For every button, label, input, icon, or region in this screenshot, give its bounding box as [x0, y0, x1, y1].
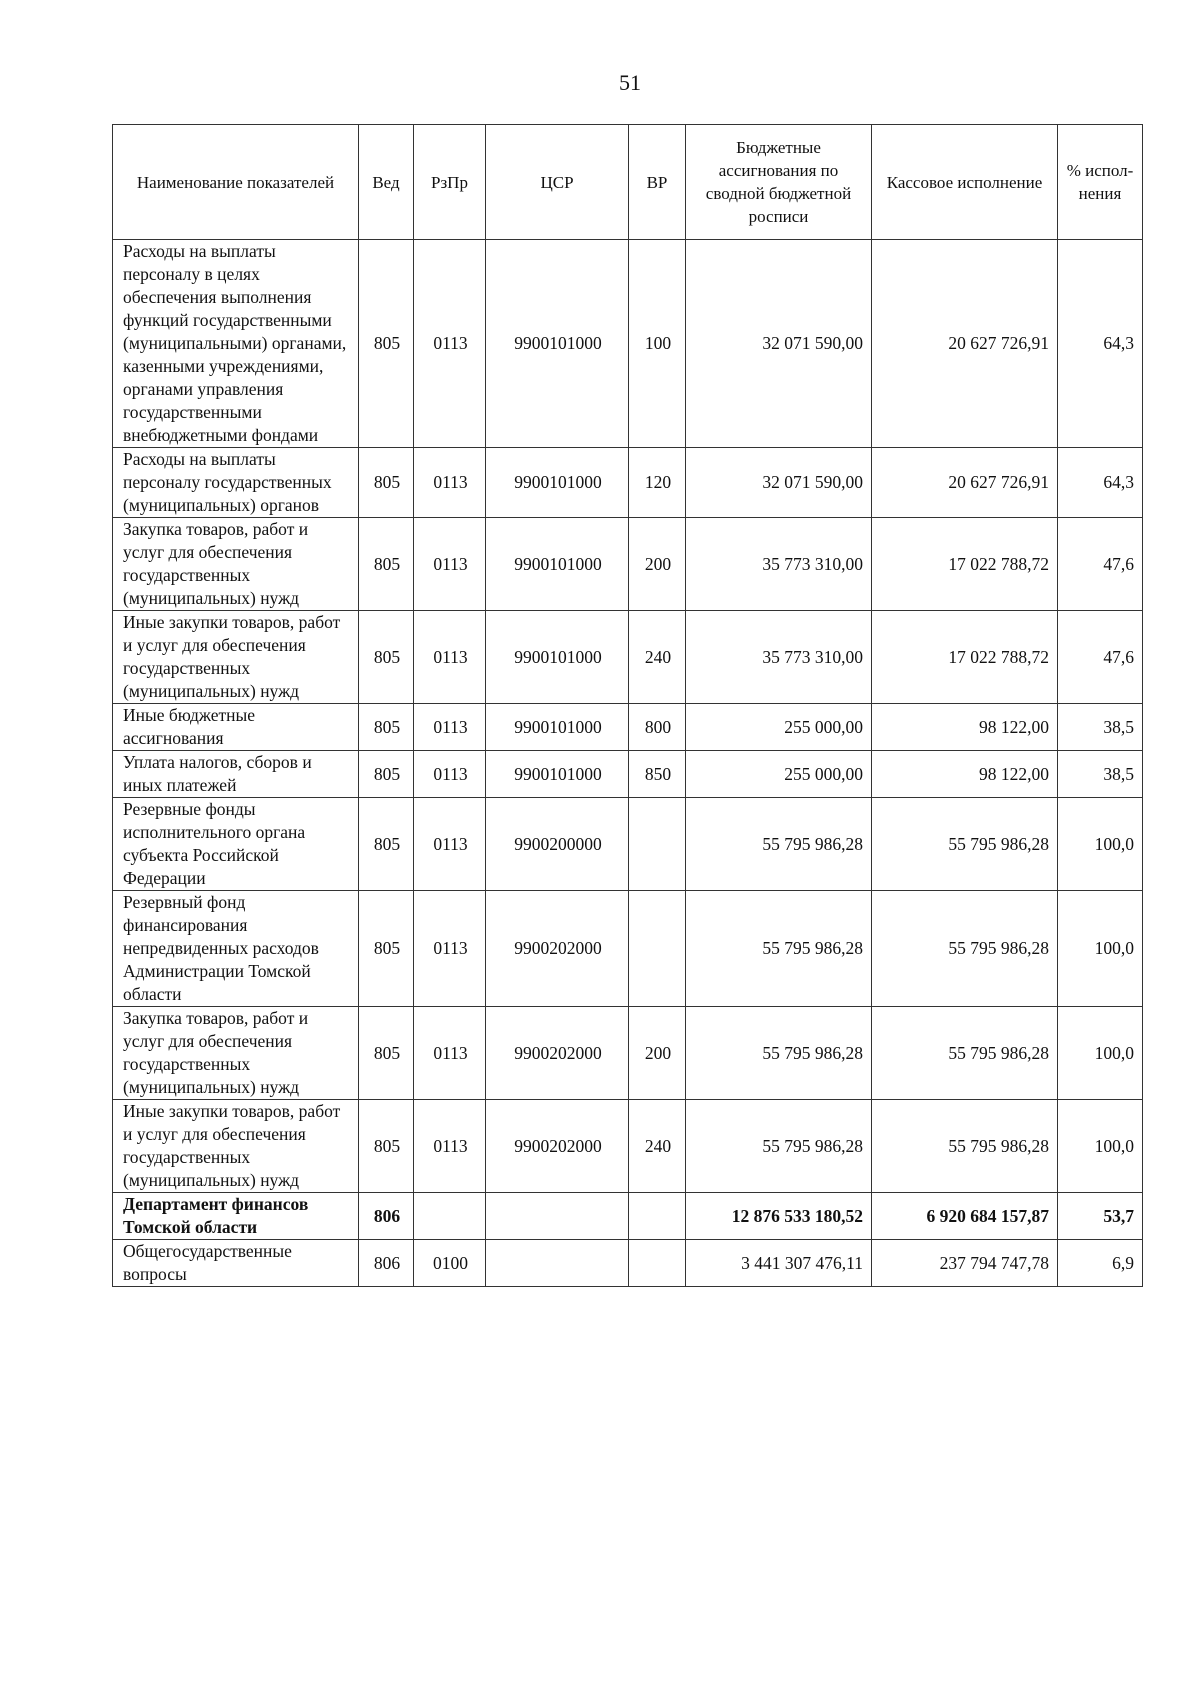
header-csr: ЦСР [486, 125, 629, 240]
row-vr [629, 891, 686, 1007]
header-name: Наименование показателей [113, 125, 359, 240]
row-percent: 64,3 [1058, 448, 1143, 518]
row-ved: 805 [359, 1100, 414, 1193]
row-csr: 9900101000 [486, 448, 629, 518]
row-cash: 55 795 986,28 [872, 1007, 1058, 1100]
row-rzpr: 0113 [414, 1100, 486, 1193]
row-name: Закупка товаров, работ и услуг для обеспечения государственных (муниципальных) нужд [113, 1007, 359, 1100]
table-row [113, 891, 1143, 1007]
row-rzpr: 0113 [414, 751, 486, 798]
row-csr: 9900200000 [486, 798, 629, 891]
row-name: Резервный фонд финансирования непредвиденных расходов Администрации Томской области [113, 891, 359, 1007]
row-rzpr: 0113 [414, 704, 486, 751]
row-vr: 100 [629, 240, 686, 448]
row-cash: 98 122,00 [872, 704, 1058, 751]
table-header-row [113, 125, 1143, 240]
row-cash: 6 920 684 157,87 [872, 1193, 1058, 1240]
row-percent: 38,5 [1058, 751, 1143, 798]
table-row [113, 704, 1143, 751]
row-percent: 100,0 [1058, 1100, 1143, 1193]
row-percent: 53,7 [1058, 1193, 1143, 1240]
table-row [113, 1007, 1143, 1100]
row-name: Департамент финансов Томской области [113, 1193, 359, 1240]
row-ved: 805 [359, 891, 414, 1007]
header-rzpr: РзПр [414, 125, 486, 240]
row-ved: 805 [359, 798, 414, 891]
row-csr: 9900101000 [486, 704, 629, 751]
row-budget: 255 000,00 [686, 704, 872, 751]
row-csr: 9900101000 [486, 518, 629, 611]
row-vr: 240 [629, 611, 686, 704]
row-ved: 806 [359, 1193, 414, 1240]
row-name: Иные закупки товаров, работ и услуг для обеспечения государственных (муниципальных) нужд [113, 611, 359, 704]
row-vr: 200 [629, 1007, 686, 1100]
row-cash: 55 795 986,28 [872, 1100, 1058, 1193]
header-ved: Вед [359, 125, 414, 240]
row-vr [629, 1193, 686, 1240]
budget-execution-table [112, 124, 1143, 1287]
row-csr: 9900101000 [486, 611, 629, 704]
row-rzpr: 0113 [414, 518, 486, 611]
row-name: Общегосударственные вопросы [113, 1240, 359, 1287]
table-row [113, 518, 1143, 611]
row-vr: 200 [629, 518, 686, 611]
row-name: Расходы на выплаты персоналу в целях обеспечения выполнения функций государственными (муниципальными) органами, казенными учреждениями, органами управления государственными внебюджетными фондами [113, 240, 359, 448]
table-row [113, 1100, 1143, 1193]
row-csr [486, 1193, 629, 1240]
row-percent: 64,3 [1058, 240, 1143, 448]
row-vr: 800 [629, 704, 686, 751]
row-budget: 35 773 310,00 [686, 611, 872, 704]
table-row-department-total [113, 1193, 1143, 1240]
table-row [113, 240, 1143, 448]
row-csr: 9900101000 [486, 751, 629, 798]
row-ved: 805 [359, 1007, 414, 1100]
row-rzpr [414, 1193, 486, 1240]
row-rzpr: 0113 [414, 611, 486, 704]
row-budget: 55 795 986,28 [686, 1100, 872, 1193]
row-budget: 255 000,00 [686, 751, 872, 798]
header-percent: % испол-нения [1058, 125, 1143, 240]
row-budget: 55 795 986,28 [686, 798, 872, 891]
row-budget: 12 876 533 180,52 [686, 1193, 872, 1240]
row-percent: 100,0 [1058, 1007, 1143, 1100]
row-cash: 17 022 788,72 [872, 611, 1058, 704]
row-ved: 805 [359, 518, 414, 611]
row-name: Резервные фонды исполнительного органа субъекта Российской Федерации [113, 798, 359, 891]
row-vr [629, 798, 686, 891]
row-percent: 100,0 [1058, 891, 1143, 1007]
row-budget: 55 795 986,28 [686, 891, 872, 1007]
row-name: Иные бюджетные ассигнования [113, 704, 359, 751]
row-percent: 100,0 [1058, 798, 1143, 891]
row-rzpr: 0100 [414, 1240, 486, 1287]
row-budget: 3 441 307 476,11 [686, 1240, 872, 1287]
row-budget: 55 795 986,28 [686, 1007, 872, 1100]
row-cash: 55 795 986,28 [872, 798, 1058, 891]
row-vr: 120 [629, 448, 686, 518]
row-rzpr: 0113 [414, 1007, 486, 1100]
row-csr: 9900202000 [486, 1007, 629, 1100]
row-budget: 32 071 590,00 [686, 448, 872, 518]
row-cash: 55 795 986,28 [872, 891, 1058, 1007]
row-percent: 6,9 [1058, 1240, 1143, 1287]
row-cash: 20 627 726,91 [872, 240, 1058, 448]
row-ved: 805 [359, 751, 414, 798]
row-ved: 806 [359, 1240, 414, 1287]
row-percent: 47,6 [1058, 518, 1143, 611]
table-row [113, 751, 1143, 798]
row-csr: 9900202000 [486, 891, 629, 1007]
header-budget: Бюджетные ассигнования по сводной бюджетной росписи [686, 125, 872, 240]
row-rzpr: 0113 [414, 891, 486, 1007]
row-name: Закупка товаров, работ и услуг для обеспечения государственных (муниципальных) нужд [113, 518, 359, 611]
table-row [113, 611, 1143, 704]
row-budget: 32 071 590,00 [686, 240, 872, 448]
row-ved: 805 [359, 611, 414, 704]
row-cash: 237 794 747,78 [872, 1240, 1058, 1287]
row-vr: 850 [629, 751, 686, 798]
row-csr [486, 1240, 629, 1287]
row-ved: 805 [359, 448, 414, 518]
row-name: Расходы на выплаты персоналу государственных (муниципальных) органов [113, 448, 359, 518]
row-rzpr: 0113 [414, 448, 486, 518]
row-vr [629, 1240, 686, 1287]
row-name: Иные закупки товаров, работ и услуг для обеспечения государственных (муниципальных) нужд [113, 1100, 359, 1193]
row-rzpr: 0113 [414, 240, 486, 448]
row-percent: 47,6 [1058, 611, 1143, 704]
row-budget: 35 773 310,00 [686, 518, 872, 611]
row-percent: 38,5 [1058, 704, 1143, 751]
row-name: Уплата налогов, сборов и иных платежей [113, 751, 359, 798]
table-row [113, 798, 1143, 891]
row-rzpr: 0113 [414, 798, 486, 891]
row-csr: 9900202000 [486, 1100, 629, 1193]
header-cash: Кассовое исполнение [872, 125, 1058, 240]
row-csr: 9900101000 [486, 240, 629, 448]
table-row [113, 1240, 1143, 1287]
row-ved: 805 [359, 240, 414, 448]
table-row [113, 448, 1143, 518]
row-vr: 240 [629, 1100, 686, 1193]
row-cash: 98 122,00 [872, 751, 1058, 798]
row-ved: 805 [359, 704, 414, 751]
page-number: 51 [619, 70, 641, 95]
header-vr: ВР [629, 125, 686, 240]
row-cash: 20 627 726,91 [872, 448, 1058, 518]
row-cash: 17 022 788,72 [872, 518, 1058, 611]
